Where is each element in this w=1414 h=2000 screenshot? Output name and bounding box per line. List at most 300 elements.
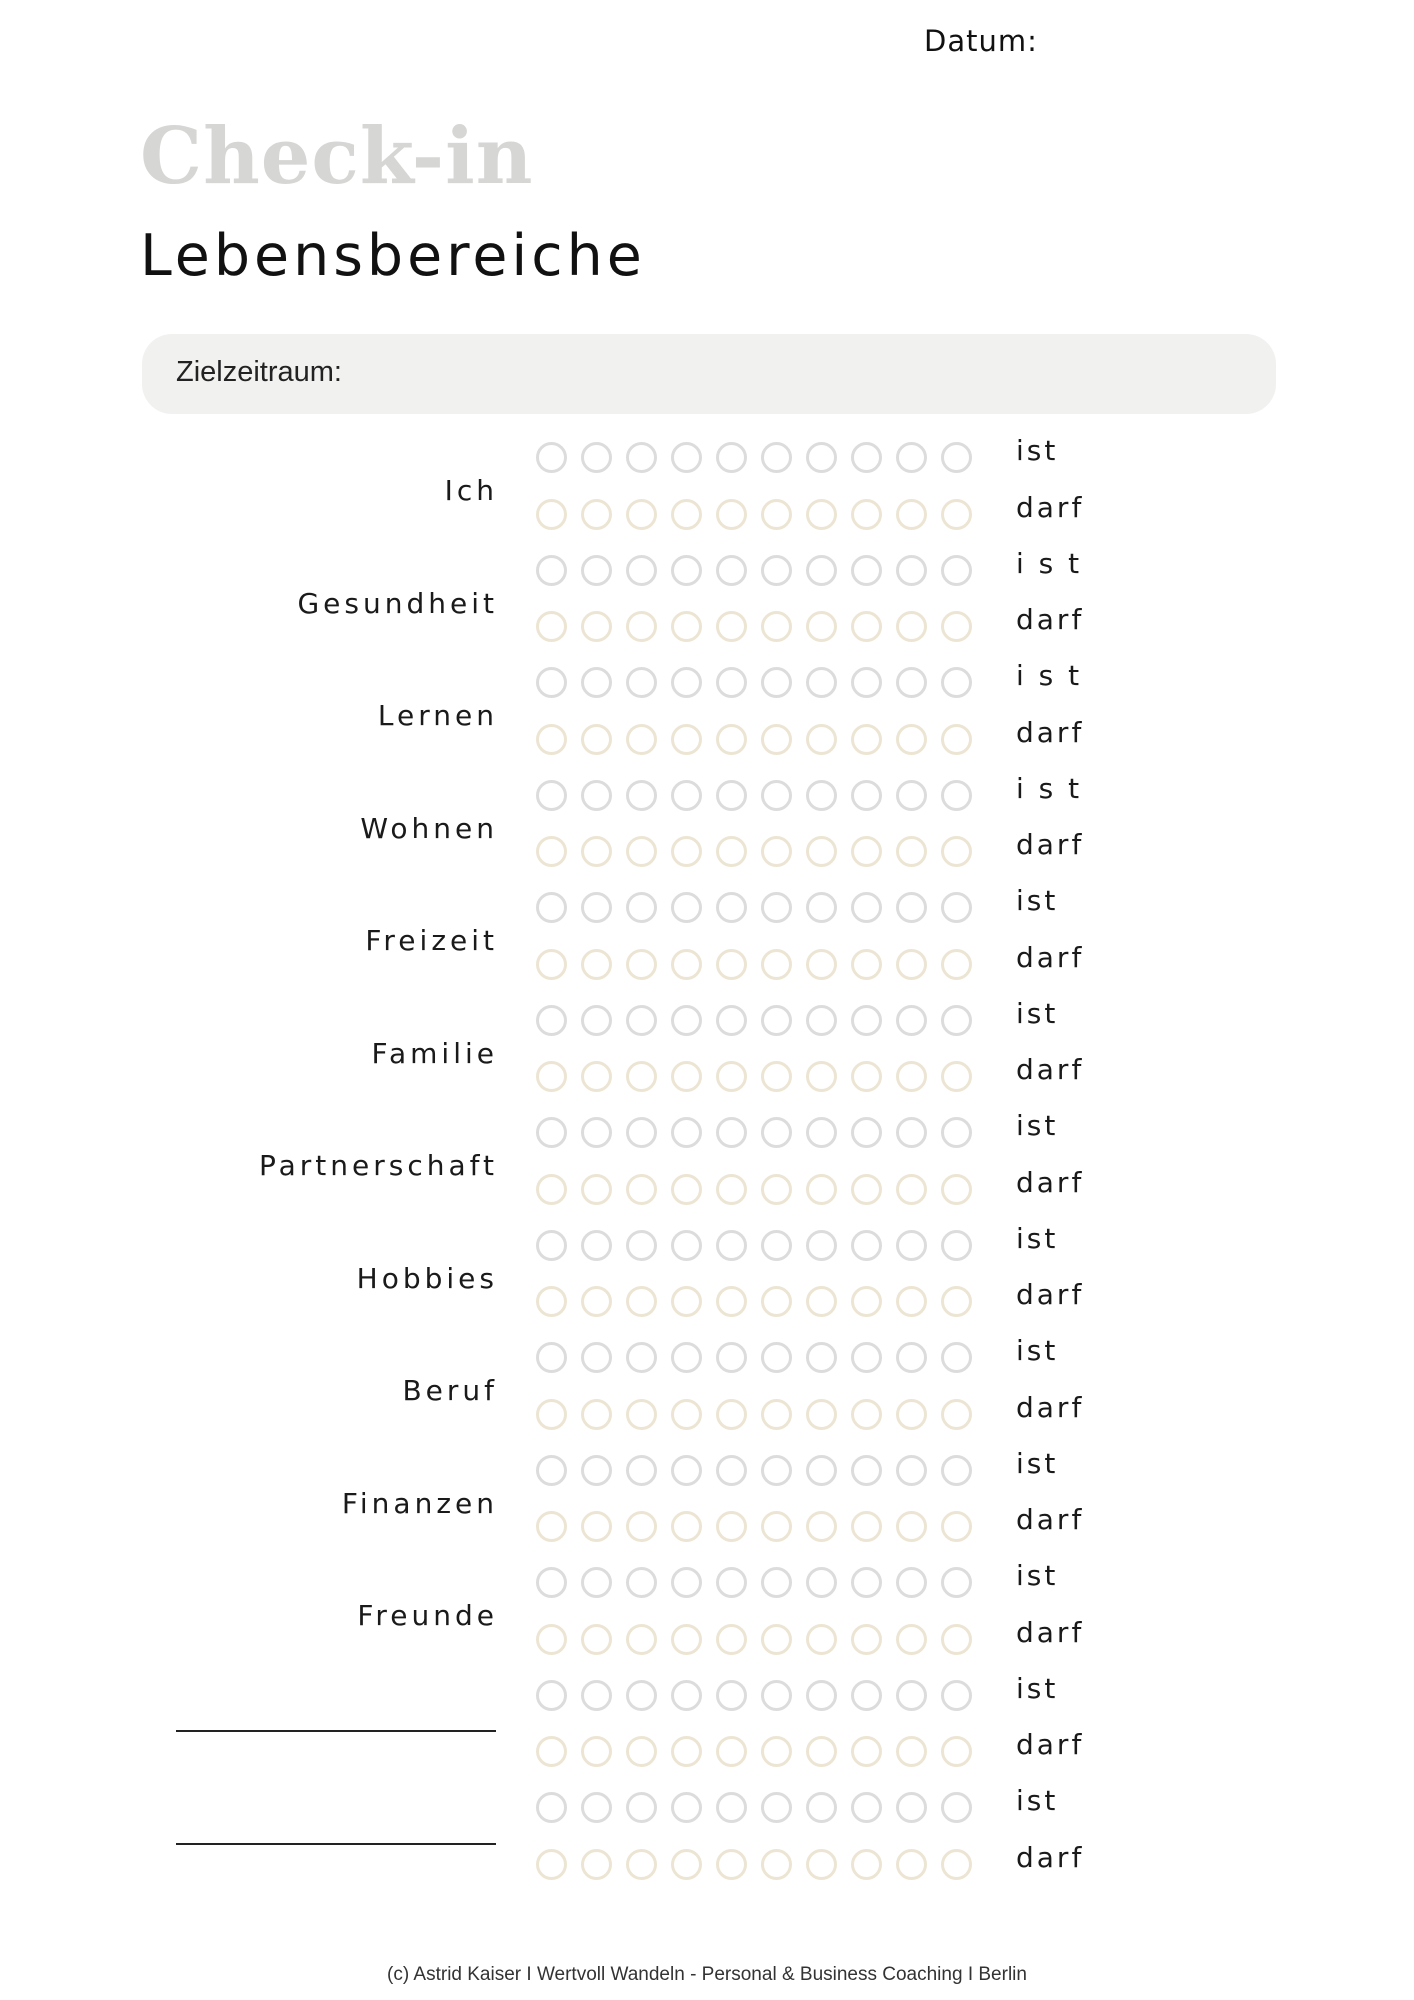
darf-rating-circle[interactable] [626, 499, 657, 530]
darf-rating-circle[interactable] [941, 1736, 972, 1767]
area-label: Freizeit [365, 924, 498, 957]
darf-rating-circle[interactable] [896, 1511, 927, 1542]
ist-rating-circle[interactable] [716, 1455, 747, 1486]
area-label: Finanzen [341, 1486, 498, 1520]
ist-rating-circle[interactable] [581, 442, 612, 473]
ist-rating-circle[interactable] [536, 442, 567, 473]
ist-rating-circle[interactable] [806, 892, 837, 923]
ist-rating-circle[interactable] [761, 780, 792, 811]
darf-rating-circle[interactable] [851, 1286, 882, 1317]
darf-rating-circle[interactable] [761, 611, 792, 642]
darf-rating-circle[interactable] [626, 1061, 657, 1092]
ist-rating-circle[interactable] [806, 442, 837, 473]
darf-rating-circle[interactable] [581, 1061, 612, 1092]
ist-rating-circle[interactable] [536, 555, 567, 586]
ist-rating-row [536, 1228, 986, 1266]
darf-rating-circle[interactable] [716, 1849, 747, 1880]
darf-rating-circle[interactable] [941, 1624, 972, 1655]
darf-rating-circle[interactable] [671, 836, 702, 867]
darf-rating-circle[interactable] [806, 1624, 837, 1655]
ist-rating-circle[interactable] [806, 1117, 837, 1148]
darf-rating-circle[interactable] [671, 1174, 702, 1205]
ist-label: ist [1016, 1446, 1059, 1480]
ist-rating-circle[interactable] [851, 667, 882, 698]
ist-rating-circle[interactable] [671, 442, 702, 473]
darf-rating-circle[interactable] [716, 1624, 747, 1655]
ist-rating-circle[interactable] [536, 1117, 567, 1148]
ist-rating-row [536, 1003, 986, 1041]
darf-rating-circle[interactable] [806, 1174, 837, 1205]
ist-rating-circle[interactable] [896, 1567, 927, 1598]
darf-rating-circle[interactable] [851, 724, 882, 755]
darf-rating-circle[interactable] [851, 1624, 882, 1655]
ist-label: ist [1016, 1109, 1059, 1142]
darf-rating-circle[interactable] [806, 1849, 837, 1880]
ist-rating-circle[interactable] [896, 1230, 927, 1261]
ist-label: ist [1016, 1784, 1059, 1817]
ist-rating-circle[interactable] [716, 1680, 747, 1711]
area-label: Beruf [402, 1374, 498, 1407]
ist-rating-circle[interactable] [761, 1792, 792, 1823]
ist-rating-circle[interactable] [851, 1005, 882, 1036]
ist-rating-circle[interactable] [851, 1567, 882, 1598]
ist-rating-circle[interactable] [536, 892, 567, 923]
darf-label: darf [1016, 1728, 1085, 1761]
ist-rating-circle[interactable] [761, 1680, 792, 1711]
darf-rating-circle[interactable] [626, 724, 657, 755]
darf-rating-circle[interactable] [536, 836, 567, 867]
darf-rating-circle[interactable] [671, 1061, 702, 1092]
ist-rating-circle[interactable] [536, 780, 567, 811]
darf-rating-circle[interactable] [941, 1174, 972, 1205]
darf-rating-circle[interactable] [761, 1736, 792, 1767]
darf-rating-circle[interactable] [761, 1399, 792, 1430]
ist-rating-circle[interactable] [806, 1680, 837, 1711]
ist-rating-circle[interactable] [716, 1792, 747, 1823]
darf-rating-circle[interactable] [581, 499, 612, 530]
ist-rating-circle[interactable] [851, 1680, 882, 1711]
darf-rating-circle[interactable] [581, 1286, 612, 1317]
darf-label: darf [1016, 715, 1085, 749]
ist-rating-circle[interactable] [761, 555, 792, 586]
ist-rating-circle[interactable] [671, 1230, 702, 1261]
darf-rating-circle[interactable] [896, 1736, 927, 1767]
ist-rating-circle[interactable] [851, 1342, 882, 1373]
ist-rating-circle[interactable] [581, 1792, 612, 1823]
ist-label: ist [1016, 1334, 1059, 1367]
ist-rating-circle[interactable] [671, 1792, 702, 1823]
ist-rating-circle[interactable] [536, 1567, 567, 1598]
darf-rating-circle[interactable] [626, 1849, 657, 1880]
ist-rating-circle[interactable] [761, 1230, 792, 1261]
ist-rating-circle[interactable] [896, 780, 927, 811]
ist-rating-circle[interactable] [896, 555, 927, 586]
darf-rating-circle[interactable] [626, 1736, 657, 1767]
ist-rating-circle[interactable] [671, 780, 702, 811]
goal-period-field[interactable] [142, 334, 1276, 414]
ist-rating-circle[interactable] [806, 780, 837, 811]
darf-rating-circle[interactable] [626, 836, 657, 867]
darf-label: darf [1016, 1165, 1085, 1199]
ist-rating-circle[interactable] [716, 1117, 747, 1148]
darf-rating-circle[interactable] [716, 1286, 747, 1317]
darf-rating-circle[interactable] [806, 1286, 837, 1317]
darf-rating-circle[interactable] [851, 836, 882, 867]
darf-rating-circle[interactable] [581, 1399, 612, 1430]
ist-rating-circle[interactable] [761, 1567, 792, 1598]
darf-rating-circle[interactable] [536, 1174, 567, 1205]
darf-rating-circle[interactable] [761, 1511, 792, 1542]
ist-rating-circle[interactable] [626, 1792, 657, 1823]
ist-rating-circle[interactable] [806, 667, 837, 698]
darf-rating-circle[interactable] [851, 499, 882, 530]
ist-rating-circle[interactable] [536, 1005, 567, 1036]
ist-rating-circle[interactable] [671, 1117, 702, 1148]
ist-rating-circle[interactable] [761, 892, 792, 923]
darf-rating-circle[interactable] [851, 1736, 882, 1767]
darf-rating-circle[interactable] [626, 1286, 657, 1317]
darf-rating-row [536, 1059, 986, 1097]
darf-rating-circle[interactable] [536, 724, 567, 755]
ist-rating-circle[interactable] [626, 892, 657, 923]
darf-rating-circle[interactable] [671, 1736, 702, 1767]
darf-rating-circle[interactable] [581, 724, 612, 755]
ist-rating-circle[interactable] [941, 1567, 972, 1598]
ist-rating-circle[interactable] [581, 1005, 612, 1036]
darf-rating-circle[interactable] [536, 1061, 567, 1092]
darf-rating-circle[interactable] [536, 1624, 567, 1655]
darf-rating-circle[interactable] [581, 1511, 612, 1542]
darf-rating-circle[interactable] [716, 1399, 747, 1430]
ist-rating-row [536, 1790, 986, 1828]
darf-rating-circle[interactable] [626, 1399, 657, 1430]
ist-rating-circle[interactable] [851, 442, 882, 473]
darf-rating-circle[interactable] [761, 1849, 792, 1880]
darf-rating-circle[interactable] [941, 1286, 972, 1317]
ist-rating-circle[interactable] [671, 1680, 702, 1711]
darf-rating-circle[interactable] [806, 499, 837, 530]
ist-rating-circle[interactable] [941, 892, 972, 923]
darf-rating-circle[interactable] [851, 1061, 882, 1092]
ist-label: ist [1016, 1221, 1059, 1255]
ist-rating-circle[interactable] [761, 1342, 792, 1373]
ist-rating-circle[interactable] [941, 1230, 972, 1261]
ist-rating-circle[interactable] [716, 892, 747, 923]
darf-rating-circle[interactable] [716, 499, 747, 530]
ist-rating-circle[interactable] [806, 1455, 837, 1486]
ist-rating-circle[interactable] [761, 1117, 792, 1148]
ist-rating-circle[interactable] [671, 667, 702, 698]
ist-rating-circle[interactable] [941, 442, 972, 473]
darf-label: darf [1016, 1615, 1085, 1649]
ist-rating-circle[interactable] [536, 1680, 567, 1711]
darf-rating-circle[interactable] [806, 1511, 837, 1542]
ist-rating-circle[interactable] [896, 1342, 927, 1373]
ist-rating-circle[interactable] [536, 1792, 567, 1823]
ist-rating-circle[interactable] [941, 1792, 972, 1823]
darf-rating-circle[interactable] [851, 1849, 882, 1880]
ist-rating-circle[interactable] [896, 892, 927, 923]
ist-rating-circle[interactable] [716, 1567, 747, 1598]
darf-rating-circle[interactable] [716, 724, 747, 755]
darf-rating-circle[interactable] [896, 611, 927, 642]
ist-label: ist [1016, 1559, 1059, 1592]
ist-rating-circle[interactable] [626, 780, 657, 811]
darf-rating-circle[interactable] [716, 836, 747, 867]
darf-rating-circle[interactable] [671, 1399, 702, 1430]
ist-rating-circle[interactable] [716, 555, 747, 586]
ist-rating-circle[interactable] [626, 1567, 657, 1598]
ist-rating-circle[interactable] [896, 667, 927, 698]
ist-rating-circle[interactable] [581, 1680, 612, 1711]
darf-rating-circle[interactable] [761, 1286, 792, 1317]
ist-rating-circle[interactable] [626, 1455, 657, 1486]
darf-rating-circle[interactable] [536, 1849, 567, 1880]
darf-rating-circle[interactable] [761, 949, 792, 980]
darf-rating-circle[interactable] [851, 611, 882, 642]
darf-rating-circle[interactable] [896, 836, 927, 867]
ist-rating-circle[interactable] [806, 1230, 837, 1261]
ist-rating-circle[interactable] [941, 1117, 972, 1148]
darf-rating-circle[interactable] [896, 1399, 927, 1430]
custom-area-line[interactable] [176, 1730, 496, 1732]
ist-rating-circle[interactable] [941, 1680, 972, 1711]
ist-rating-circle[interactable] [851, 1117, 882, 1148]
darf-rating-circle[interactable] [716, 949, 747, 980]
darf-rating-circle[interactable] [941, 724, 972, 755]
darf-rating-circle[interactable] [851, 1174, 882, 1205]
ist-rating-circle[interactable] [806, 1342, 837, 1373]
darf-rating-circle[interactable] [581, 949, 612, 980]
ist-rating-circle[interactable] [941, 667, 972, 698]
area-label: Hobbies [356, 1261, 498, 1295]
darf-rating-circle[interactable] [536, 611, 567, 642]
darf-rating-circle[interactable] [851, 1399, 882, 1430]
darf-rating-circle[interactable] [851, 949, 882, 980]
darf-rating-circle[interactable] [941, 836, 972, 867]
ist-label: i s t [1016, 659, 1083, 692]
ist-rating-circle[interactable] [581, 667, 612, 698]
darf-rating-circle[interactable] [671, 611, 702, 642]
darf-rating-circle[interactable] [896, 1849, 927, 1880]
ist-rating-circle[interactable] [536, 1342, 567, 1373]
ist-rating-circle[interactable] [671, 1005, 702, 1036]
ist-rating-circle[interactable] [896, 1005, 927, 1036]
ist-rating-circle[interactable] [581, 1117, 612, 1148]
darf-rating-circle[interactable] [536, 949, 567, 980]
darf-rating-circle[interactable] [626, 949, 657, 980]
ist-rating-circle[interactable] [536, 1455, 567, 1486]
ist-rating-circle[interactable] [806, 1005, 837, 1036]
ist-rating-circle[interactable] [581, 1567, 612, 1598]
darf-rating-circle[interactable] [941, 1511, 972, 1542]
darf-rating-circle[interactable] [671, 499, 702, 530]
ist-rating-circle[interactable] [716, 1005, 747, 1036]
darf-rating-circle[interactable] [806, 836, 837, 867]
darf-rating-circle[interactable] [941, 949, 972, 980]
ist-rating-circle[interactable] [761, 667, 792, 698]
darf-label: darf [1016, 1053, 1085, 1086]
ist-rating-circle[interactable] [536, 1230, 567, 1261]
ist-rating-circle[interactable] [626, 1005, 657, 1036]
ist-rating-circle[interactable] [671, 1342, 702, 1373]
darf-rating-circle[interactable] [806, 949, 837, 980]
darf-rating-circle[interactable] [671, 1511, 702, 1542]
ist-rating-circle[interactable] [761, 1005, 792, 1036]
ist-rating-circle[interactable] [581, 1230, 612, 1261]
ist-rating-circle[interactable] [941, 555, 972, 586]
ist-rating-circle[interactable] [896, 1680, 927, 1711]
ist-rating-circle[interactable] [716, 1230, 747, 1261]
darf-rating-circle[interactable] [581, 1849, 612, 1880]
ist-rating-row [536, 1115, 986, 1153]
darf-rating-circle[interactable] [536, 1399, 567, 1430]
ist-rating-circle[interactable] [896, 1455, 927, 1486]
ist-rating-circle[interactable] [581, 1342, 612, 1373]
darf-rating-circle[interactable] [941, 1399, 972, 1430]
darf-rating-circle[interactable] [716, 1061, 747, 1092]
darf-rating-circle[interactable] [626, 1624, 657, 1655]
ist-rating-circle[interactable] [626, 1117, 657, 1148]
darf-rating-circle[interactable] [896, 1624, 927, 1655]
darf-rating-row [536, 609, 986, 647]
area-label: Familie [371, 1036, 498, 1070]
darf-rating-row [536, 1847, 986, 1885]
darf-rating-circle[interactable] [671, 1286, 702, 1317]
darf-rating-circle[interactable] [581, 1736, 612, 1767]
ist-rating-circle[interactable] [761, 1455, 792, 1486]
darf-rating-circle[interactable] [581, 1174, 612, 1205]
ist-rating-circle[interactable] [626, 1680, 657, 1711]
darf-rating-circle[interactable] [716, 611, 747, 642]
darf-rating-circle[interactable] [806, 724, 837, 755]
darf-rating-circle[interactable] [536, 1736, 567, 1767]
ist-rating-circle[interactable] [626, 667, 657, 698]
ist-rating-circle[interactable] [941, 1005, 972, 1036]
ist-rating-circle[interactable] [851, 555, 882, 586]
darf-rating-circle[interactable] [896, 499, 927, 530]
darf-rating-circle[interactable] [536, 499, 567, 530]
ist-rating-circle[interactable] [941, 1455, 972, 1486]
ist-rating-circle[interactable] [896, 442, 927, 473]
darf-rating-circle[interactable] [806, 611, 837, 642]
ist-rating-circle[interactable] [581, 555, 612, 586]
darf-rating-circle[interactable] [941, 1849, 972, 1880]
darf-rating-circle[interactable] [761, 1061, 792, 1092]
darf-label: darf [1016, 1390, 1085, 1424]
ist-rating-circle[interactable] [941, 1342, 972, 1373]
darf-rating-circle[interactable] [896, 724, 927, 755]
ist-rating-circle[interactable] [581, 780, 612, 811]
darf-rating-circle[interactable] [761, 836, 792, 867]
darf-rating-circle[interactable] [626, 1511, 657, 1542]
ist-label: ist [1016, 884, 1059, 917]
darf-rating-circle[interactable] [896, 949, 927, 980]
ist-rating-circle[interactable] [671, 555, 702, 586]
ist-rating-circle[interactable] [716, 667, 747, 698]
ist-label: ist [1016, 996, 1059, 1030]
ist-rating-circle[interactable] [626, 1230, 657, 1261]
darf-rating-circle[interactable] [626, 611, 657, 642]
darf-rating-circle[interactable] [581, 611, 612, 642]
ist-rating-circle[interactable] [671, 1567, 702, 1598]
darf-rating-circle[interactable] [896, 1174, 927, 1205]
darf-rating-circle[interactable] [581, 1624, 612, 1655]
ist-rating-circle[interactable] [716, 442, 747, 473]
ist-rating-circle[interactable] [851, 1455, 882, 1486]
ist-rating-circle[interactable] [851, 1792, 882, 1823]
darf-rating-circle[interactable] [941, 1061, 972, 1092]
darf-rating-circle[interactable] [581, 836, 612, 867]
darf-rating-circle[interactable] [716, 1174, 747, 1205]
ist-rating-circle[interactable] [716, 780, 747, 811]
ist-rating-circle[interactable] [671, 892, 702, 923]
ist-rating-circle[interactable] [671, 1455, 702, 1486]
ist-rating-circle[interactable] [806, 1792, 837, 1823]
darf-rating-circle[interactable] [896, 1061, 927, 1092]
ist-rating-circle[interactable] [581, 892, 612, 923]
darf-rating-circle[interactable] [896, 1286, 927, 1317]
ist-rating-circle[interactable] [716, 1342, 747, 1373]
darf-rating-circle[interactable] [671, 949, 702, 980]
darf-rating-circle[interactable] [941, 611, 972, 642]
darf-rating-circle[interactable] [761, 1624, 792, 1655]
darf-label: darf [1016, 490, 1085, 524]
darf-rating-circle[interactable] [806, 1399, 837, 1430]
date-label: Datum: [924, 24, 1038, 58]
ist-rating-circle[interactable] [626, 555, 657, 586]
ist-rating-circle[interactable] [806, 1567, 837, 1598]
darf-rating-row [536, 834, 986, 872]
ist-rating-circle[interactable] [536, 667, 567, 698]
ist-rating-circle[interactable] [761, 442, 792, 473]
darf-rating-circle[interactable] [671, 724, 702, 755]
ist-rating-circle[interactable] [941, 780, 972, 811]
darf-rating-circle[interactable] [716, 1736, 747, 1767]
ist-rating-row [536, 1453, 986, 1491]
ist-rating-circle[interactable] [851, 780, 882, 811]
darf-rating-circle[interactable] [806, 1061, 837, 1092]
darf-rating-circle[interactable] [536, 1286, 567, 1317]
ist-rating-circle[interactable] [851, 892, 882, 923]
darf-rating-row [536, 947, 986, 985]
ist-rating-circle[interactable] [806, 555, 837, 586]
ist-label: ist [1016, 434, 1059, 467]
darf-label: darf [1016, 1503, 1085, 1536]
darf-rating-circle[interactable] [626, 1174, 657, 1205]
darf-rating-circle[interactable] [761, 1174, 792, 1205]
area-label: Partnerschaft [259, 1149, 498, 1182]
darf-rating-circle[interactable] [806, 1736, 837, 1767]
darf-rating-circle[interactable] [671, 1849, 702, 1880]
ist-rating-circle[interactable] [896, 1117, 927, 1148]
darf-rating-circle[interactable] [716, 1511, 747, 1542]
darf-rating-circle[interactable] [761, 724, 792, 755]
ist-rating-circle[interactable] [896, 1792, 927, 1823]
ist-rating-circle[interactable] [626, 442, 657, 473]
ist-rating-circle[interactable] [626, 1342, 657, 1373]
darf-rating-circle[interactable] [941, 499, 972, 530]
darf-label: darf [1016, 940, 1085, 974]
darf-rating-circle[interactable] [761, 499, 792, 530]
darf-rating-circle[interactable] [671, 1624, 702, 1655]
ist-label: ist [1016, 1671, 1059, 1705]
ist-rating-circle[interactable] [581, 1455, 612, 1486]
ist-rating-circle[interactable] [851, 1230, 882, 1261]
darf-rating-circle[interactable] [536, 1511, 567, 1542]
custom-area-line[interactable] [176, 1843, 496, 1845]
darf-rating-circle[interactable] [851, 1511, 882, 1542]
